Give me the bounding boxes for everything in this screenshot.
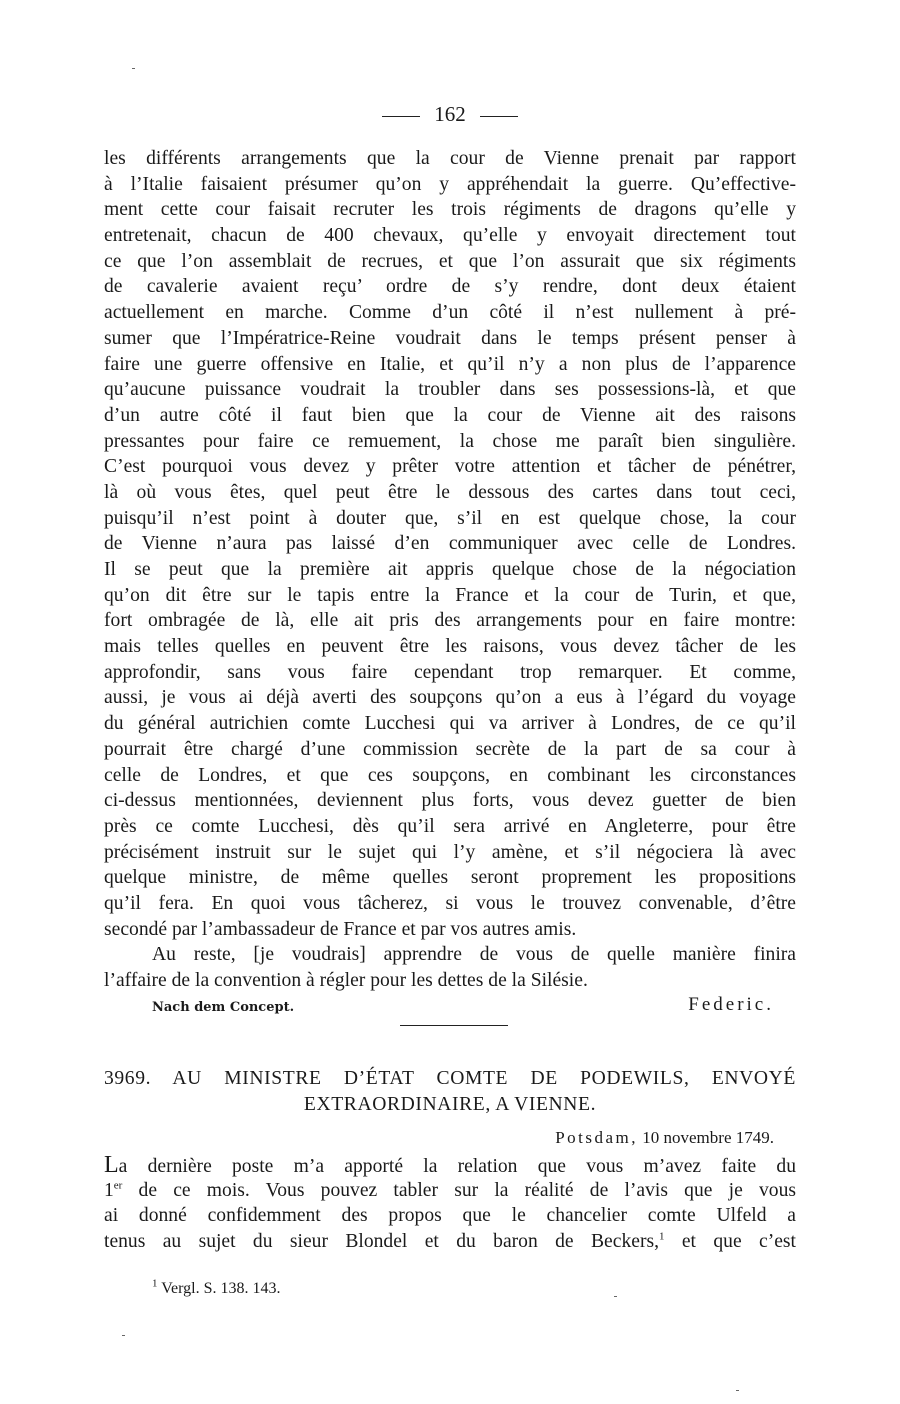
text-line: à l’Italie faisaient présumer qu’on y appréhendait la guerre. Qu’effective-	[104, 173, 796, 195]
footnote-ref[interactable]: 1	[659, 1230, 665, 1243]
letter-line-text: et que c’est	[664, 1231, 796, 1253]
paper-speck	[614, 1296, 617, 1297]
letter-line	[104, 1229, 796, 1255]
text-line: C’est pourquoi vous devez y prêter votre attention et tâcher de pénétrer,	[104, 456, 796, 478]
text-line: de Vienne n’aura pas laissé d’en communiquer avec celle de Londres.	[104, 533, 796, 555]
text-line: faire une guerre offensive en Italie, et qu’il n’y a non plus de l’apparence	[104, 353, 796, 375]
footnote	[152, 1278, 280, 1300]
letter-line: ai donné confidemment des propos que le chancelier comte Ulfeld a	[104, 1205, 796, 1227]
text-line: celle de Londres, et que ces soupçons, en combinant les circonstances	[104, 764, 796, 786]
letter-body	[104, 1152, 796, 1255]
letter-heading-line1: 3969. AU MINISTRE D’ÉTAT COMTE DE PODEWILS, ENVOYÉ	[104, 1068, 796, 1089]
text-line: qu’on dit être sur le tapis entre la France et la cour de Turin, et que,	[104, 584, 796, 606]
source-row	[152, 994, 774, 1016]
paper-speck	[132, 68, 135, 69]
letter-line	[104, 1178, 796, 1204]
text-line: secondé par l’ambassadeur de France et par vos autres amis.	[104, 918, 577, 940]
text-line: quelque ministre, de même quelles seront proprement les propositions	[104, 867, 796, 889]
letter-line	[104, 1152, 796, 1178]
section-divider	[400, 1025, 508, 1026]
text-line: ment cette cour faisait recruter les trois régiments de dragons qu’elle y	[104, 199, 796, 221]
text-line: près ce comte Lucchesi, dès qu’il sera arrivé en Angleterre, pour être	[104, 815, 796, 837]
footnote-marker: 1	[152, 1277, 158, 1290]
text-line: qu’il fera. En quoi vous tâcherez, si vous le trouvez convenable, d’être	[104, 892, 796, 914]
text-line: qu’aucune puissance voudrait la troubler dans ses possessions-là, et que	[104, 379, 796, 401]
text-line: Au reste, [je voudrais] apprendre de vous de quelle manière finira	[152, 944, 796, 966]
dropcap: L	[104, 1152, 119, 1178]
letter-line-text: tenus au sujet du sieur Blondel et du baron de Beckers,	[104, 1231, 659, 1253]
footnote-text: Vergl. S. 138. 143.	[161, 1280, 281, 1297]
page-number: 162	[434, 102, 466, 126]
source-note: Nach dem Concept.	[152, 1000, 295, 1015]
text-line: entretenait, chacun de 400 chevaux, qu’elle y envoyait directement tout	[104, 225, 796, 247]
letter-line-text: a dernière poste m’a apporté la relation que vous m’avez faite du	[118, 1156, 796, 1177]
text-line: de cavalerie avaient reçu’ ordre de s’y rendre, dont deux étaient	[104, 276, 796, 298]
text-line: du général autrichien comte Lucchesi qui va arriver à Londres, de ce qu’il	[104, 713, 796, 735]
dateline-date: 10 novembre 1749.	[642, 1128, 774, 1147]
text-line: ci-dessus mentionnées, deviennent plus forts, vous devez guetter de bien	[104, 790, 796, 812]
text-line: mais telles quelles en peuvent être les raisons, vous devez tâcher de les	[104, 636, 796, 658]
dateline	[104, 1127, 774, 1149]
text-line: actuellement en marche. Comme d’un côté il n’est nullement à pré-	[104, 302, 796, 324]
header-rule-left	[382, 116, 420, 117]
text-line: puisqu’il n’est point à douter que, s’il en est quelque chose, la cour	[104, 507, 796, 529]
letter-line-text: de ce mois. Vous pouvez tabler sur la réalité de l’avis que je vous	[138, 1179, 796, 1201]
letter-heading	[104, 1066, 796, 1118]
signature: Federic.	[688, 994, 774, 1015]
paper-speck	[736, 1390, 739, 1391]
text-line: approfondir, sans vous faire cependant trop remarquer. Et comme,	[104, 661, 796, 683]
header-rule-right	[480, 116, 518, 117]
text-line: Il se peut que la première ait appris quelque chose de la négociation	[104, 559, 796, 580]
text-line: là où vous êtes, quel peut être le dessous des cartes dans tout ceci,	[104, 481, 796, 503]
text-line: les différents arrangements que la cour de Vienne prenait par rapport	[104, 148, 796, 169]
text-line: ce que l’on assemblait de recrues, et que l’on assurait que six régiments	[104, 250, 796, 272]
day-number: 1	[104, 1179, 114, 1201]
text-line: sumer que l’Impératrice-Reine voudrait dans le temps présent penser à	[104, 327, 796, 349]
ordinal-suffix: er	[113, 1179, 123, 1192]
text-line: d’un autre côté il faut bien que la cour de Vienne ait des raisons	[104, 404, 796, 426]
main-text	[104, 146, 796, 994]
text-line: précisément instruit sur le sujet qui l’y amène, et s’il négociera là avec	[104, 841, 796, 863]
letter-heading-line2: EXTRAORDINAIRE, A VIENNE.	[303, 1094, 597, 1115]
page-header	[0, 100, 900, 128]
text-line: aussi, je vous ai déjà averti des soupçons qu’on a eus à l’égard du voyage	[104, 687, 796, 709]
paper-speck	[122, 1335, 125, 1336]
text-line: l’affaire de la convention à régler pour les dettes de la Silésie.	[104, 970, 588, 991]
text-line: pressantes pour faire ce remuement, la chose me paraît bien singulière.	[104, 430, 796, 452]
dateline-place: Potsdam,	[555, 1128, 639, 1147]
text-line: fort ombragée de là, elle ait pris des arrangements pour en faire montre:	[104, 610, 796, 632]
text-line: pourrait être chargé d’une commission secrète de la part de sa cour à	[104, 738, 796, 760]
